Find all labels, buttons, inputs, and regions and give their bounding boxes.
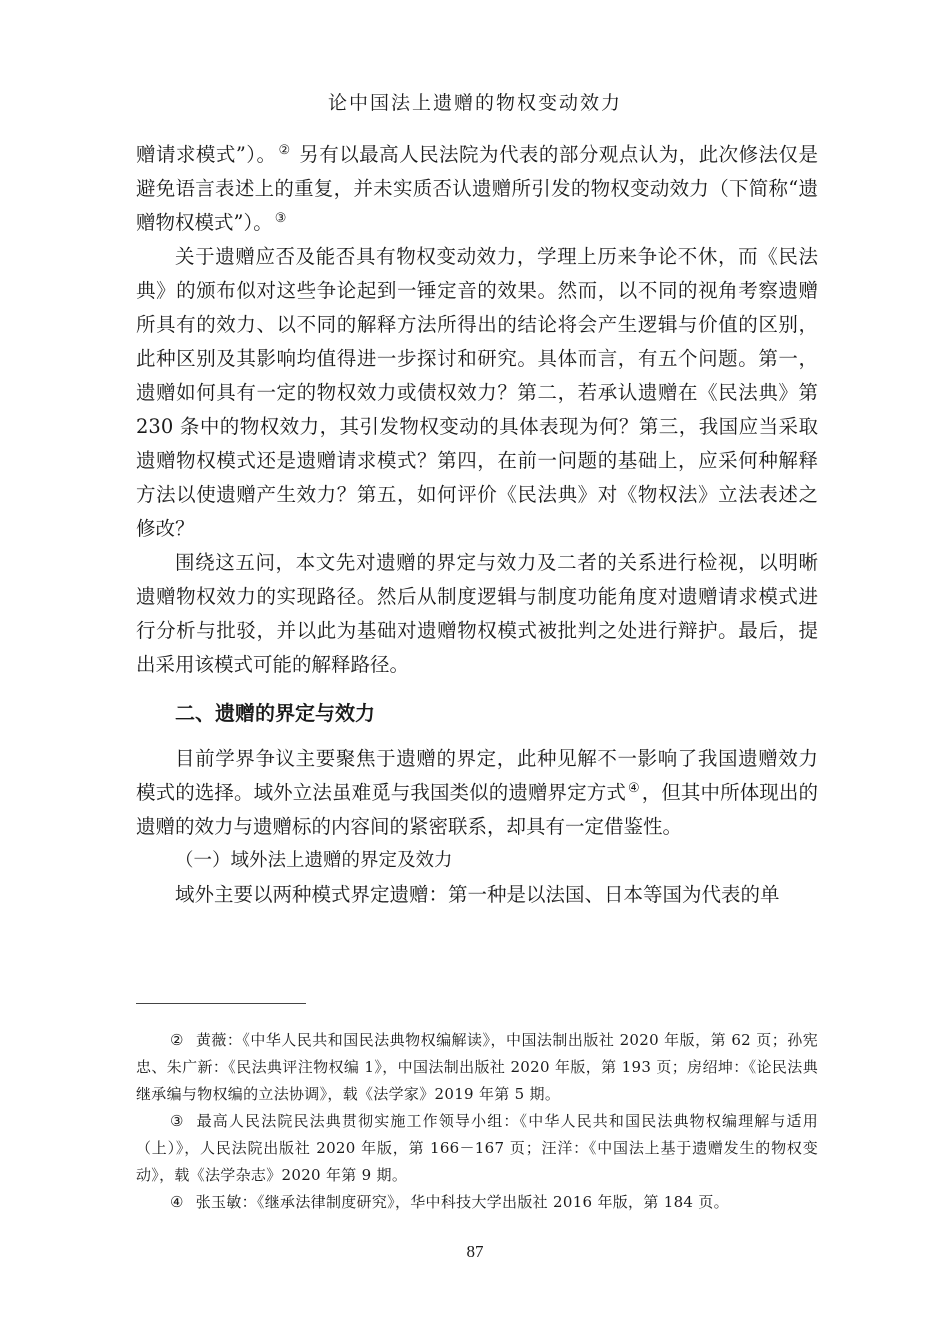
paragraph-4 xyxy=(136,742,818,844)
section-heading: 二、遗赠的界定与效力 xyxy=(175,701,375,725)
paragraph-4-end: ，但其中所体现出的遗赠的效力与遗赠标的内容间的紧密联系，却具有一定借鉴性。 xyxy=(136,781,818,838)
footnote-4 xyxy=(136,1189,818,1216)
footnote-2 xyxy=(136,1027,818,1108)
footnotes xyxy=(136,1027,818,1216)
paragraph-5: 域外主要以两种模式界定遗赠：第一种是以法国、日本等国为代表的单 xyxy=(175,883,780,906)
footnote-ref-4[interactable]: ④ xyxy=(627,781,640,796)
footnote-text: 最高人民法院民法典贯彻实施工作领导小组：《中华人民共和国民法典物权编理解与适用（上）》，人民法院出版社 2020 年版，第 166－167 页；汪洋：《中国法上基于遗赠发生的物权变动》，载《法学杂志》2020 年第 9 期。 xyxy=(136,1112,818,1184)
paragraph-1-text: 另有以最高人民法院为代表的部分观点认为，此次修法仅是避免语言表述上的重复，并未实质否认遗赠所引发的物权变动效力（下简称“遗赠物权模式”）。 xyxy=(136,143,818,234)
footnote-mark: ④ xyxy=(170,1193,184,1211)
footnote-ref-2[interactable]: ② xyxy=(278,143,291,158)
page-number: 87 xyxy=(466,1242,484,1261)
footnote-3 xyxy=(136,1108,818,1189)
subsection-heading: （一）域外法上遗赠的界定及效力 xyxy=(175,850,453,871)
footnote-mark: ③ xyxy=(170,1112,185,1130)
paragraph-3: 围绕这五问，本文先对遗赠的界定与效力及二者的关系进行检视，以明晰遗赠物权效力的实现路径。然后从制度逻辑与制度功能角度对遗赠请求模式进行分析与批驳，并以此为基础对遗赠物权模式被批判之处进行辩护。最后，提出采用该模式可能的解释路径。 xyxy=(136,551,818,676)
footnote-text: 张玉敏：《继承法律制度研究》，华中科技大学出版社 2016 年版，第 184 页。 xyxy=(195,1193,729,1211)
footnote-separator xyxy=(136,1003,306,1004)
paragraph-1 xyxy=(136,138,818,240)
main-body xyxy=(136,138,818,912)
footnote-mark: ② xyxy=(170,1031,184,1049)
footnote-ref-3[interactable]: ③ xyxy=(274,211,287,226)
running-head: 论中国法上遗赠的物权变动效力 xyxy=(327,92,622,114)
paragraph-4-start: 目前学界争议主要聚焦于遗赠的界定，此种见解不一影响了我国遗赠效力模式的选择。域外立法虽难觅与我国类似的遗赠界定方式 xyxy=(136,747,818,804)
paragraph-2: 关于遗赠应否及能否具有物权变动效力，学理上历来争论不休，而《民法典》的颁布似对这些争论起到一锤定音的效果。然而，以不同的视角考察遗赠所具有的效力、以不同的解释方法所得出的结论将会产生逻辑与价值的区别，此种区别及其影响均值得进一步探讨和研究。具体而言，有五个问题。第一，遗赠如何具有一定的物权效力或债权效力？第二，若承认遗赠在《民法典》第 230 条中的物权效力，其引发物权变动的具体表现为何？第三，我国应当采取遗赠物权模式还是遗赠请求模式？第四，在前一问题的基础上，应采何种解释方法以使遗赠产生效力？第五，如何评价《民法典》对《物权法》立法表述之修改？ xyxy=(136,245,818,540)
footnote-text: 黄薇：《中华人民共和国民法典物权编解读》，中国法制出版社 2020 年版，第 62 页；孙宪忠、朱广新：《民法典评注物权编 1》，中国法制出版社 2020 年版，第 193 页；房绍坤：《论民法典继承编与物权编的立法协调》，载《法学家》2019 年第 5 期。 xyxy=(136,1031,819,1103)
paragraph-1-start: 赠请求模式”）。 xyxy=(136,143,277,166)
